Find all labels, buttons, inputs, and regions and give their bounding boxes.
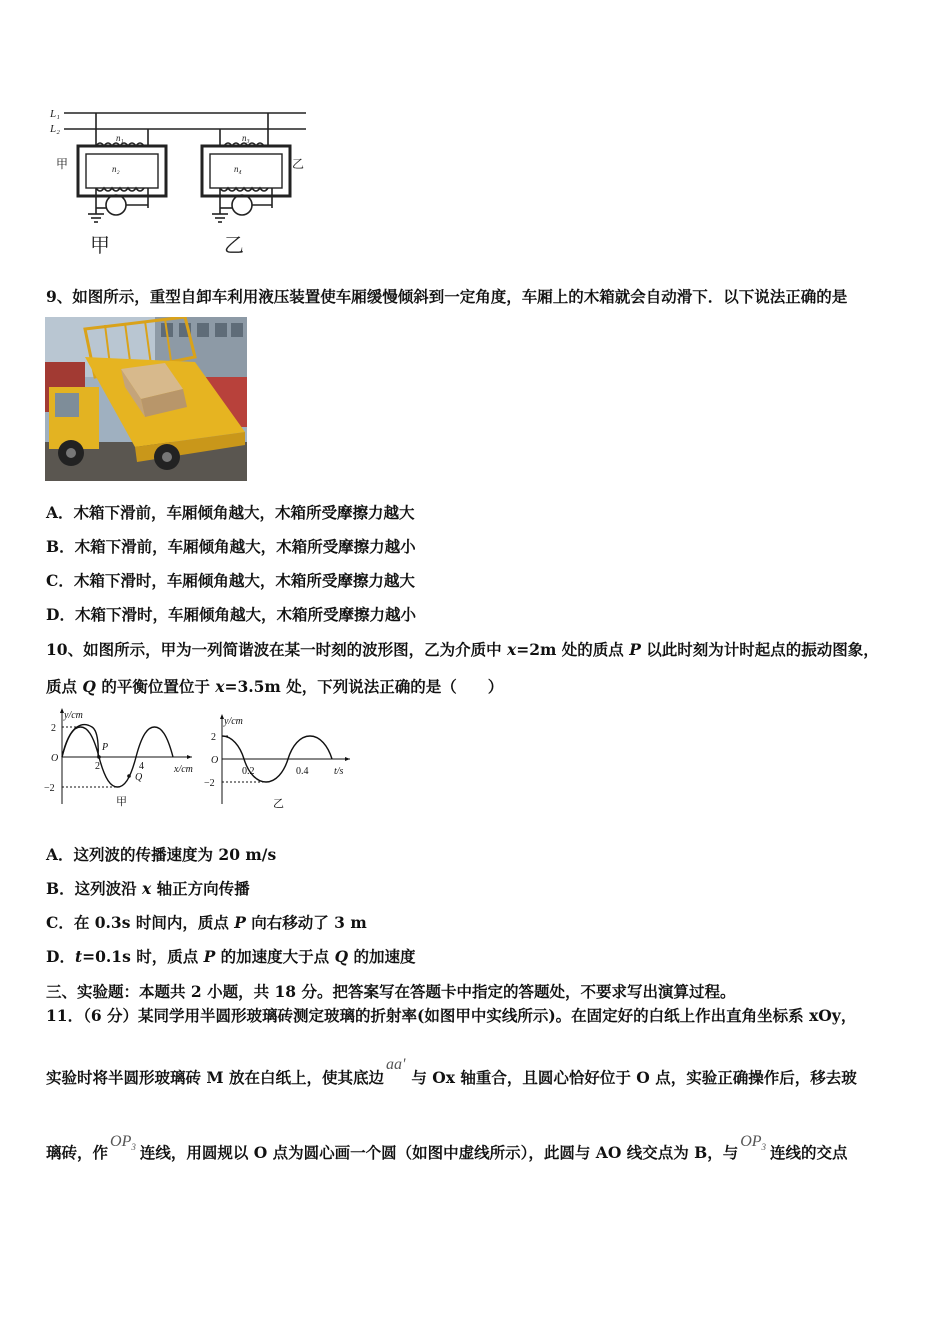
caption-yi-wave: 乙 [273,797,284,810]
axis-label-x: x/cm [174,764,193,775]
origin-label: O [211,755,219,766]
label-l2: L₂ [50,123,60,135]
q10-option-b: B．这列波沿 x 轴正方向传播 [46,879,250,898]
coil-n4-label: n₄ [234,164,242,174]
q10-stem-line1: 10、如图所示，甲为一列简谐波在某一时刻的波形图，乙为介质中 x=2m 处的质点 P 以此时刻为计时起点的振动图象， [46,640,879,659]
caption-jia-wave: 甲 [116,795,127,808]
dump-truck-illustration [45,317,247,481]
tick-x-2: 2 [95,761,100,772]
tick-y-2: 2 [211,732,216,743]
tick-y-neg2: −2 [204,778,215,789]
math-aa-prime: aa' [385,1056,406,1073]
side-label-yi: 乙 [292,157,305,171]
point-q-label: Q [135,772,143,783]
q11-line3: 璃砖，作$OP_3$ 连线，用圆规以 O 点为圆心画一个圆（如图中虚线所示），此圆与 AO 线交点为 B，与$OP_3$ 连线的交点 [46,1133,848,1162]
dump-truck-photo [45,317,247,481]
tick-x-4: 4 [139,761,144,772]
q10-option-c: C．在 0.3s 时间内，质点 P 向右移动了 3 m [46,913,367,932]
q9-option-c: C．木箱下滑时，车厢倾角越大，木箱所受摩擦力越大 [46,571,415,590]
point-p [97,755,101,759]
q9-option-d: D．木箱下滑时，车厢倾角越大，木箱所受摩擦力越小 [46,605,416,624]
q9-stem: 9、如图所示，重型自卸车利用液压装置使车厢缓慢倾斜到一定角度，车厢上的木箱就会自动滑下．以下说法正确的是 [46,287,848,306]
label-l1: L₁ [50,108,60,120]
caption-jia: 甲 [90,233,110,257]
wave-graph-yi [200,712,355,812]
q11-line2: 实验时将半圆形玻璃砖 M 放在白纸上，使其底边aa'与 Ox 轴重合，且圆心恰好位于 O 点，实验正确操作后，移去玻 [46,1056,857,1087]
point-p-label: P [102,742,109,753]
tick-y-neg2: −2 [44,783,55,794]
coil-n3-label: n₃ [242,133,250,143]
wave-graph-jia [42,704,202,810]
point-q [127,774,131,778]
section3-heading: 三、实验题：本题共 2 小题，共 18 分。把答案写在答题卡中指定的答题处，不要求写出演算过程。 [46,982,736,1001]
q9-option-a: A．木箱下滑前，车厢倾角越大，木箱所受摩擦力越大 [46,503,415,522]
caption-yi: 乙 [224,233,244,257]
side-label-jia: 甲 [56,157,69,171]
transformer-figure [46,100,316,260]
lamp-jia [106,195,126,215]
axis-label-y: y/cm [64,710,83,721]
q10-stem-line2: 质点 Q 的平衡位置位于 x=3.5m 处，下列说法正确的是（ ） [46,677,504,696]
axis-label-x: t/s [334,766,344,777]
math-op3-a: $OP_3$ [110,1133,136,1153]
tick-x-0.2: 0.2 [242,766,255,777]
coil-n2-label: n₂ [112,164,120,174]
q10-option-d: D．t=0.1s 时，质点 P 的加速度大于点 Q 的加速度 [46,947,416,966]
tick-y-2: 2 [51,723,56,734]
q10-option-a: A．这列波的传播速度为 20 m/s [46,845,277,864]
tick-x-0.4: 0.4 [296,766,309,777]
q9-option-b: B．木箱下滑前，车厢倾角越大，木箱所受摩擦力越小 [46,537,416,556]
origin-label: O [51,753,59,764]
q11-line1: 11．（6 分）某同学用半圆形玻璃砖测定玻璃的折射率(如图甲中实线所示)。在固定好的白纸上作出直角坐标系 xOy， [46,1006,857,1025]
coil-n1-label: n₁ [116,133,124,143]
math-op3-b: $OP_3$ [740,1133,767,1153]
lamp-yi [232,195,252,215]
axis-label-y: y/cm [224,716,243,727]
